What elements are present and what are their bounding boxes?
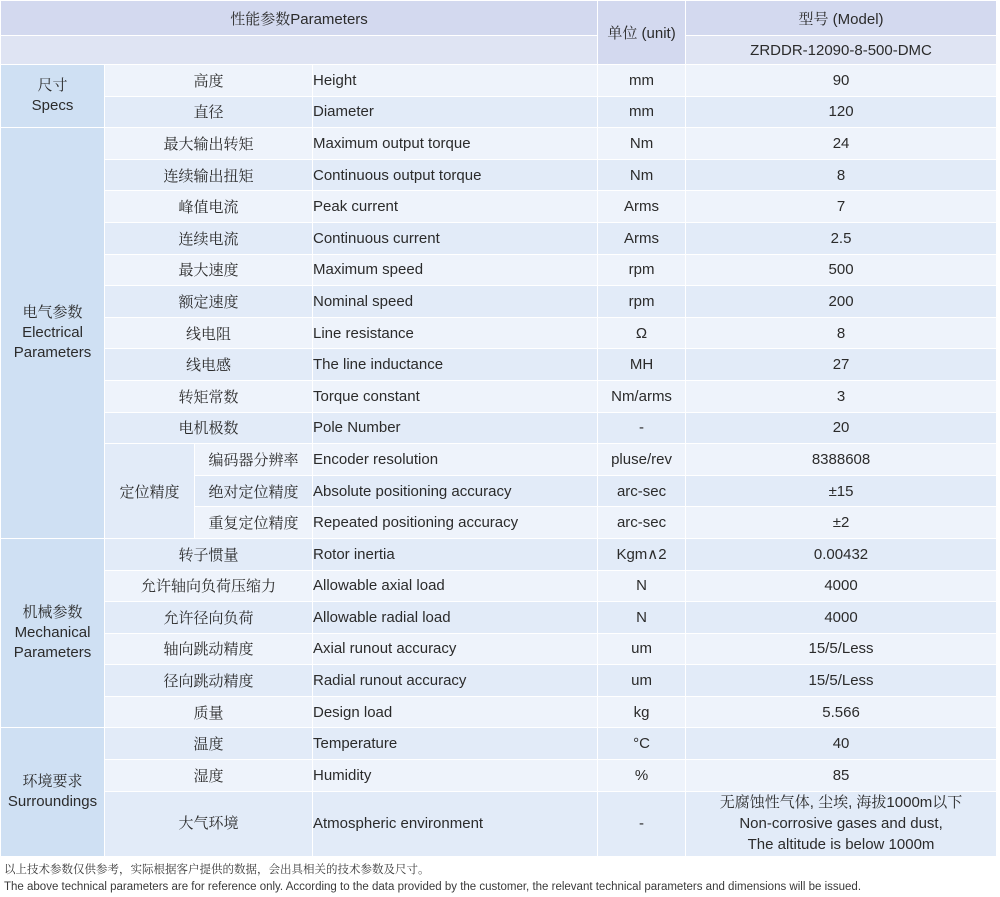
- group-surroundings-cn: 环境要求: [22, 772, 83, 790]
- table-row: [1, 696, 997, 728]
- row-value: 5.566: [686, 696, 997, 728]
- row-cn: 质量: [105, 696, 313, 728]
- row-en: Design load: [313, 696, 598, 728]
- row-value: 2.5: [686, 222, 997, 254]
- row-cn: 温度: [105, 728, 313, 760]
- row-value: 3: [686, 380, 997, 412]
- row-cn: 允许轴向负荷压缩力: [105, 570, 313, 602]
- row-cn: 径向跳动精度: [105, 665, 313, 697]
- row-unit: MH: [598, 349, 686, 381]
- row-unit: Nm: [598, 159, 686, 191]
- row-cn: 连续输出扭矩: [105, 159, 313, 191]
- table-header-row: [1, 1, 997, 36]
- row-cn: 线电感: [105, 349, 313, 381]
- row-value: 8: [686, 317, 997, 349]
- table-row: [1, 602, 997, 634]
- row-cn: 转子惯量: [105, 538, 313, 570]
- row-value: 20: [686, 412, 997, 444]
- row-en: Nominal speed: [313, 286, 598, 318]
- row-unit: Arms: [598, 222, 686, 254]
- row-unit: arc-sec: [598, 475, 686, 507]
- row-unit: um: [598, 633, 686, 665]
- group-mechanical-en2: Parameters: [13, 644, 92, 662]
- group-mechanical-cn: 机械参数: [22, 603, 83, 621]
- row-cn: 转矩常数: [105, 380, 313, 412]
- row-cn: 轴向跳动精度: [105, 633, 313, 665]
- group-mechanical: [1, 538, 105, 728]
- row-en: Torque constant: [313, 380, 598, 412]
- row-value: ±2: [686, 507, 997, 539]
- table-row: [1, 159, 997, 191]
- row-unit: um: [598, 665, 686, 697]
- row-unit: N: [598, 570, 686, 602]
- row-en: Radial runout accuracy: [313, 665, 598, 697]
- row-value: 15/5/Less: [686, 633, 997, 665]
- row-en: Maximum speed: [313, 254, 598, 286]
- table-row: [1, 380, 997, 412]
- row-unit: Ω: [598, 317, 686, 349]
- row-value: 27: [686, 349, 997, 381]
- row-en: Pole Number: [313, 412, 598, 444]
- row-value-line1: 无腐蚀性气体, 尘埃, 海拔1000m以下: [719, 793, 963, 811]
- table-row: [1, 665, 997, 697]
- row-cn: 线电阻: [105, 317, 313, 349]
- table-row: [1, 570, 997, 602]
- row-value: 90: [686, 65, 997, 97]
- row-cn: 重复定位精度: [195, 507, 313, 539]
- group-electrical-en1: Electrical: [22, 323, 83, 341]
- subgroup-positioning-accuracy: 定位精度: [105, 444, 195, 539]
- group-electrical: [1, 128, 105, 539]
- table-row: [1, 444, 997, 476]
- row-cn: 绝对定位精度: [195, 475, 313, 507]
- table-row: [1, 191, 997, 223]
- row-value: 0.00432: [686, 538, 997, 570]
- group-surroundings-en: Surroundings: [7, 793, 98, 810]
- group-surroundings: [1, 728, 105, 856]
- row-en: Temperature: [313, 728, 598, 760]
- row-value: 120: [686, 96, 997, 128]
- row-en: Height: [313, 65, 598, 97]
- table-row: [1, 65, 997, 97]
- group-electrical-cn: 电气参数: [22, 303, 83, 321]
- row-value-line3: The altitude is below 1000m: [747, 836, 935, 854]
- row-en: Axial runout accuracy: [313, 633, 598, 665]
- footnote-cn: 以上技术参数仅供参考，实际根据客户提供的数据，会出具相关的技术参数及尺寸。: [4, 863, 430, 876]
- row-en: Continuous output torque: [313, 159, 598, 191]
- row-value-line2: Non-corrosive gases and dust,: [739, 814, 943, 832]
- row-value: 85: [686, 760, 997, 792]
- row-value: 40: [686, 728, 997, 760]
- row-value: ±15: [686, 475, 997, 507]
- table-row: [1, 728, 997, 760]
- table-row: [1, 349, 997, 381]
- row-cn: 最大速度: [105, 254, 313, 286]
- row-en: Atmospheric environment: [313, 791, 598, 856]
- row-en: The line inductance: [313, 349, 598, 381]
- row-cn: 湿度: [105, 760, 313, 792]
- row-cn: 额定速度: [105, 286, 313, 318]
- row-value: 8: [686, 159, 997, 191]
- header-model: 型号 (Model): [686, 1, 997, 36]
- row-unit: rpm: [598, 286, 686, 318]
- header-parameters: 性能参数Parameters: [1, 1, 598, 36]
- header-parameters-sub: [1, 36, 598, 65]
- row-unit: N: [598, 602, 686, 634]
- table-row: [1, 317, 997, 349]
- footnote: [0, 857, 1000, 897]
- group-specs-en: Specs: [31, 97, 74, 115]
- row-en: Continuous current: [313, 222, 598, 254]
- row-value: 4000: [686, 602, 997, 634]
- table-row: [1, 128, 997, 160]
- row-unit: %: [598, 760, 686, 792]
- header-model-value: ZRDDR-12090-8-500-DMC: [686, 36, 997, 65]
- row-unit: -: [598, 412, 686, 444]
- row-en: Absolute positioning accuracy: [313, 475, 598, 507]
- row-cn: 大气环境: [105, 791, 313, 856]
- row-cn: 连续电流: [105, 222, 313, 254]
- row-unit: mm: [598, 96, 686, 128]
- header-unit: 单位 (unit): [598, 1, 686, 65]
- table-row: [1, 791, 997, 856]
- table-row: [1, 760, 997, 792]
- row-unit: Nm/arms: [598, 380, 686, 412]
- row-en: Line resistance: [313, 317, 598, 349]
- row-unit: Nm: [598, 128, 686, 160]
- footnote-en: The above technical parameters are for reference only. According to the data provided by the customer, the relevant technical parameters and dimensions will be issued.: [4, 881, 862, 894]
- table-row: [1, 254, 997, 286]
- table-row: [1, 96, 997, 128]
- row-cn: 最大输出转矩: [105, 128, 313, 160]
- row-unit: °C: [598, 728, 686, 760]
- table-row: [1, 412, 997, 444]
- row-en: Peak current: [313, 191, 598, 223]
- row-en: Diameter: [313, 96, 598, 128]
- row-value: 15/5/Less: [686, 665, 997, 697]
- row-value: 500: [686, 254, 997, 286]
- row-cn: 峰值电流: [105, 191, 313, 223]
- table-header-subrow: [1, 36, 997, 65]
- row-en: Encoder resolution: [313, 444, 598, 476]
- row-value: [686, 791, 997, 856]
- row-en: Rotor inertia: [313, 538, 598, 570]
- row-unit: mm: [598, 65, 686, 97]
- row-unit: -: [598, 791, 686, 856]
- row-value: 200: [686, 286, 997, 318]
- row-unit: pluse/rev: [598, 444, 686, 476]
- row-unit: kg: [598, 696, 686, 728]
- row-en: Humidity: [313, 760, 598, 792]
- row-en: Allowable axial load: [313, 570, 598, 602]
- row-cn: 编码器分辨率: [195, 444, 313, 476]
- row-value: 4000: [686, 570, 997, 602]
- row-cn: 电机极数: [105, 412, 313, 444]
- row-cn: 允许径向负荷: [105, 602, 313, 634]
- group-specs-cn: 尺寸: [37, 76, 68, 94]
- row-unit: arc-sec: [598, 507, 686, 539]
- row-unit: rpm: [598, 254, 686, 286]
- table-row: [1, 538, 997, 570]
- group-mechanical-en1: Mechanical: [14, 624, 91, 642]
- row-unit: Arms: [598, 191, 686, 223]
- row-cn: 高度: [105, 65, 313, 97]
- row-value: 24: [686, 128, 997, 160]
- row-cn: 直径: [105, 96, 313, 128]
- group-electrical-en2: Parameters: [13, 344, 92, 362]
- row-en: Allowable radial load: [313, 602, 598, 634]
- row-unit: Kgm∧2: [598, 538, 686, 570]
- table-row: [1, 633, 997, 665]
- table-row: [1, 286, 997, 318]
- row-en: Maximum output torque: [313, 128, 598, 160]
- group-specs: [1, 65, 105, 128]
- row-value: 8388608: [686, 444, 997, 476]
- row-en: Repeated positioning accuracy: [313, 507, 598, 539]
- row-value: 7: [686, 191, 997, 223]
- table-row: [1, 222, 997, 254]
